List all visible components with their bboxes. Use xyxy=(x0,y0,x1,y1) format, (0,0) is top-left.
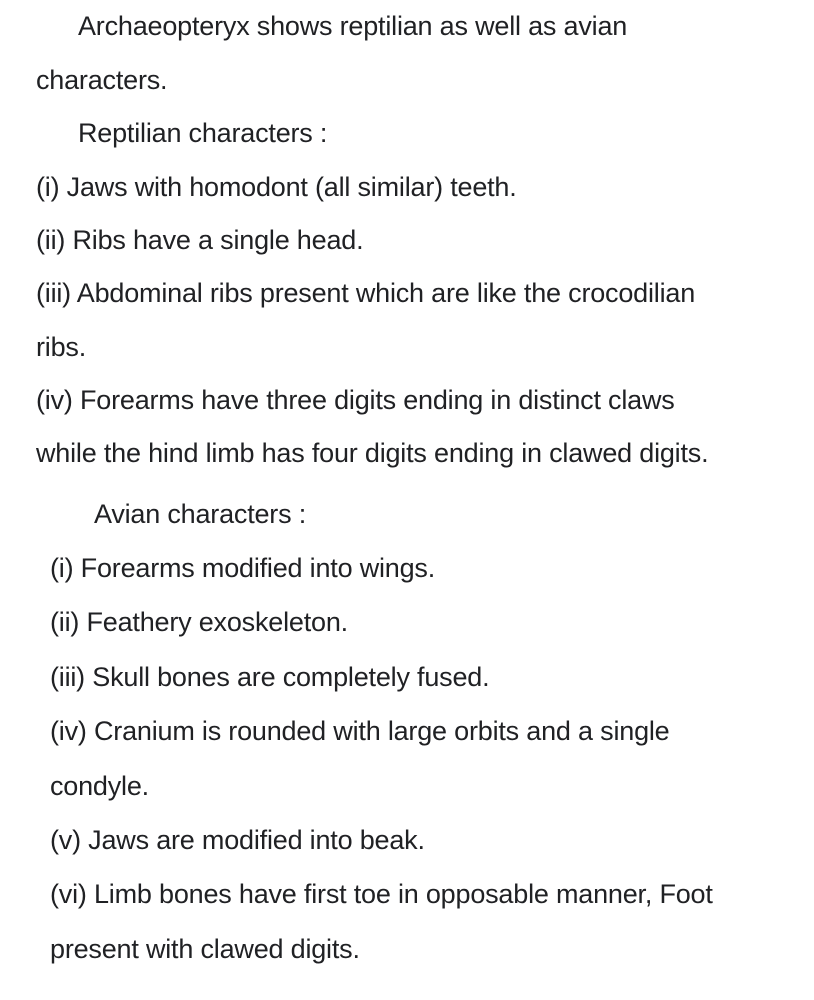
reptilian-item-4: (iv) Forearms have three digits ending in distinct claws xyxy=(36,385,675,415)
avian-item-2: (ii) Feathery exoskeleton. xyxy=(50,607,348,637)
reptilian-item-3-cont: ribs. xyxy=(36,332,87,362)
avian-item-1: (i) Forearms modified into wings. xyxy=(50,553,436,583)
reptilian-item-3: (iii) Abdominal ribs present which are like the crocodilian xyxy=(36,278,696,308)
avian-heading: Avian characters : xyxy=(94,499,307,529)
intro-line-1: Archaeopteryx shows reptilian as well as avian xyxy=(78,11,628,41)
avian-item-6-cont: present with clawed digits. xyxy=(50,934,360,964)
avian-item-6: (vi) Limb bones have first toe in opposable manner, Foot xyxy=(50,879,713,909)
reptilian-item-2: (ii) Ribs have a single head. xyxy=(36,225,364,255)
intro-line-2: characters. xyxy=(36,65,168,95)
reptilian-item-1: (i) Jaws with homodont (all similar) teeth. xyxy=(36,172,517,202)
avian-item-3: (iii) Skull bones are completely fused. xyxy=(50,662,490,692)
reptilian-item-4-cont: while the hind limb has four digits ending in clawed digits. xyxy=(36,438,709,468)
avian-item-4-cont: condyle. xyxy=(50,771,149,801)
avian-item-4: (iv) Cranium is rounded with large orbits and a single xyxy=(50,716,670,746)
avian-item-5: (v) Jaws are modified into beak. xyxy=(50,825,425,855)
reptilian-heading: Reptilian characters : xyxy=(78,118,328,148)
